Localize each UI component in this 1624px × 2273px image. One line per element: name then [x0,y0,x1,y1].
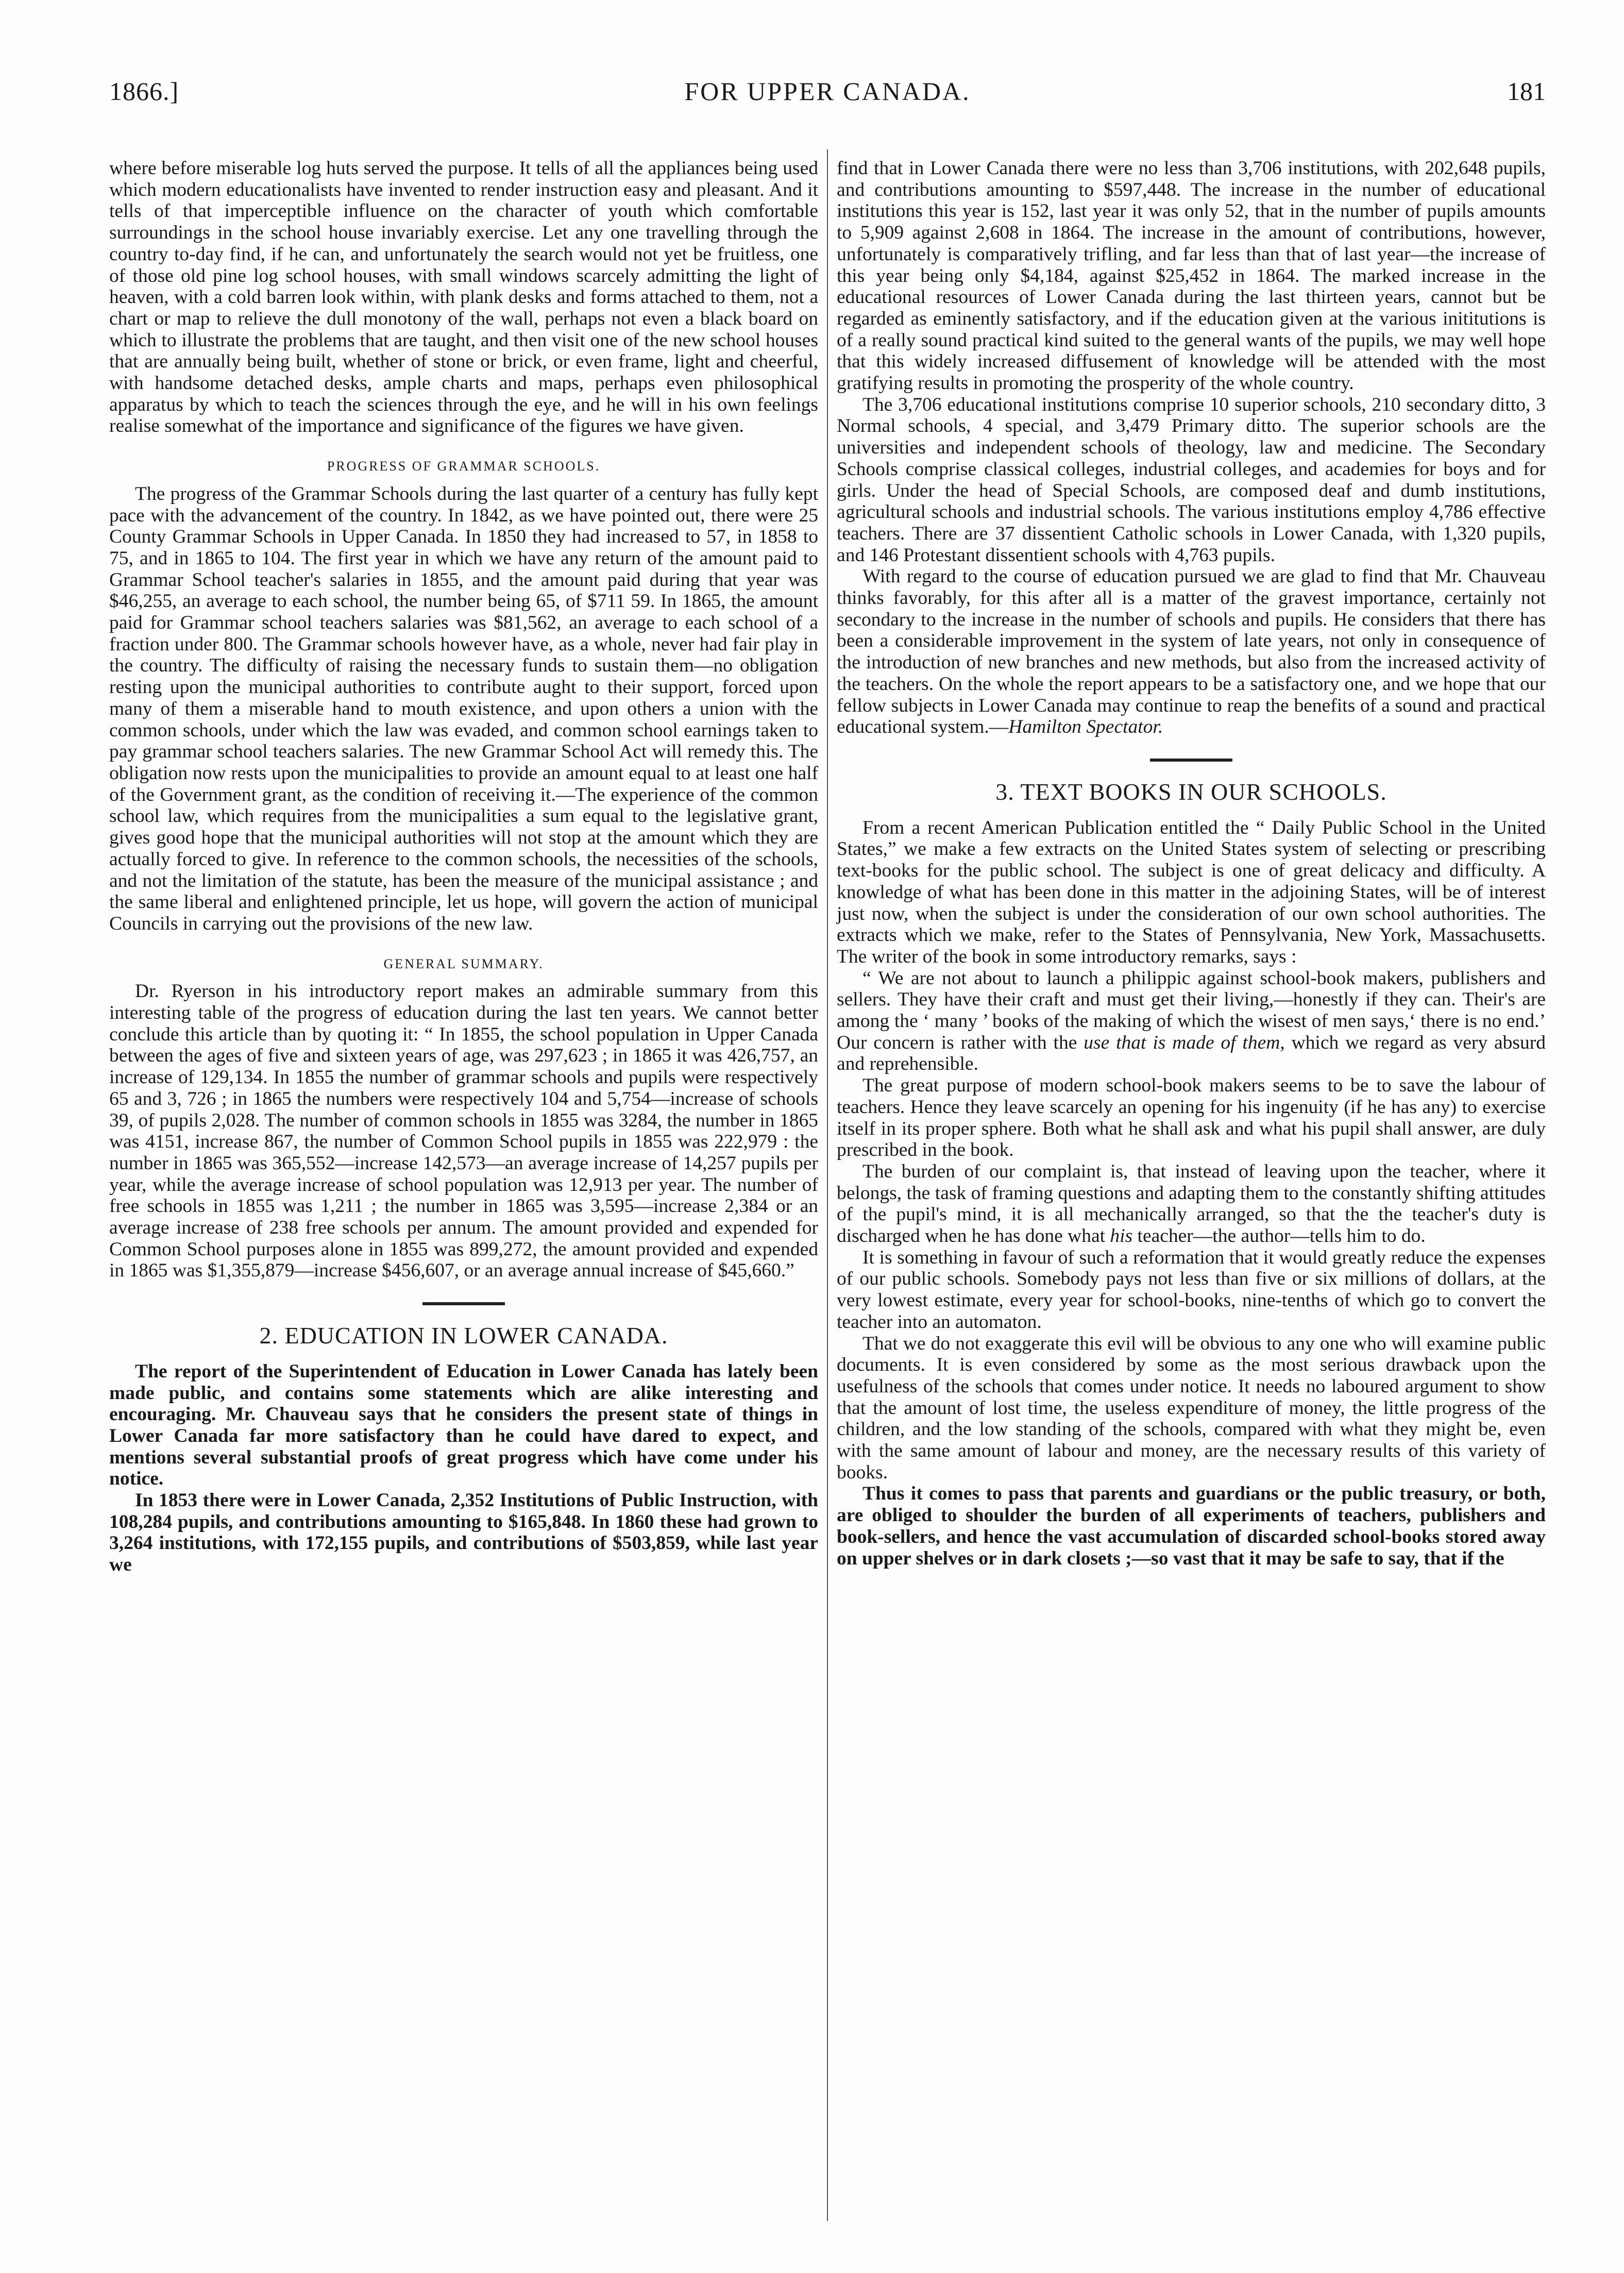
subheading-grammar-schools: PROGRESS OF GRAMMAR SCHOOLS. [327,459,601,474]
paragraph-general-summary: Dr. Ryerson in his introductory report makes an admirable summary from this interesting table of the progress of education during the last ten years. We cannot better conclude this article than by quoting it: “ In 1855, the school population in Upper Canada between the ages of five and sixteen years of age, was 297,623 ; in 1865 it was 426,757, an increase of 129,134. In 1855 the number of grammar schools and pupils were respectively 65 and 3, 726 ; in 1865 the numbers were respectively 104 and 5,754—increase of schools 39, of pupils 2,028. The number of common schools in 1855 was 3284, the number in 1865 was 4151, increase 867, the number of Common School pupils in 1855 was 222,979 : the number in 1865 was 365,552—increase 142,573—an average increase of 14,257 pupils per year, while the average increase of school population was 12,913 per year. The number of free schools in 1855 was 1,211 ; the number in 1865 was 3,595—increase 2,384 or an average increase of 238 free schools per annum. The amount provided and expended for Common School purposes alone in 1855 was 899,272, the amount provided and expended in 1865 was $1,355,879—increase $456,607, or an average annual increase of $45,660.” [109,981,818,1282]
subheading-general-summary: GENERAL SUMMARY. [383,956,544,971]
complaint-emphasis: his [1110,1225,1133,1247]
paragraph-grammar-schools: The progress of the Grammar Schools during the last quarter of a century has fully kept pace with the advancement of the country. In 1842, as we have pointed out, there were 25 County Grammar Schools in Upper Canada. In 1850 they had increased to 57, in 1858 to 75, and in 1865 to 104. The first year in which we have any return of the amount paid to Grammar School teacher's salaries in 1855, and the amount paid during that year was $46,255, an average to each school, the number being 65, of $711 59. In 1865, the amount paid for Grammar school teachers salaries was $81,562, an average to each school of a fraction under 800. The Grammar schools however have, as a whole, never had fair play in the country. The difficulty of raising the necessary funds to sustain them—no obligation resting upon the municipal authorities to contribute aught to their support, forced upon many of them a miserable hand to mouth existence, and upon others a union with the common schools, under which the law was evaded, and common school earnings taken to pay grammar school teachers salaries. The new Grammar School Act will remedy this. The obligation now rests upon the municipalities to provide an amount equal to at least one half of the Government grant, as the condition of receiving it.—The experience of the common school law, which requires from the municipalities a sum equal to the legislative grant, gives good hope that the municipal authorities will not stop at the amount which they are actually forced to give. In reference to the common schools, the necessities of the schools, and not the limitation of the statute, has been the measure of the municipal assistance ; and the same liberal and enlightened principle, let us hope, will govern the action of municipal Councils in carrying out the provisions of the new law. [109,483,818,934]
paragraph-american-publication: From a recent American Publication entitled the “ Daily Public School in the United States,” we make a few extracts on the United States system of selecting or prescribing text-books for the public school. The subject is one of great delicacy and difficulty. A knowledge of what has been done in this matter in the adjoining States, will be of interest just now, when the subject is under the consideration of our own school authorities. The extracts which we make, refer to the States of Pennsylvania, New York, Massachusetts. The writer of the book in some introductory remarks, says : [837,817,1546,967]
running-head [109,76,1546,117]
section-rule [422,1302,505,1305]
paragraph-discarded-books: Thus it comes to pass that parents and guardians or the public treasury, or both, are obliged to shoulder the burden of all experiments of teachers, publishers and book-sellers, and hence the vast accumulation of discarded school-books stored away on upper shelves or in dark closets ;—so vast that it may be safe to say, that if the [837,1483,1546,1569]
source-attribution: Hamilton Spectator. [1008,716,1163,738]
column-divider [827,149,828,2221]
paragraph-lower-canada-continued: find that in Lower Canada there were no less than 3,706 institutions, with 202,648 pupils, and contributions amounting to $597,448. The increase in the number of educational institutions this year is 152, last year it was only 52, that in the number of pupils amounts to 5,909 against 2,608 in 1864. The increase in the amount of contributions, however, unfortunately is comparatively trifling, and far less than that of last year—the increase of this year being only $4,184, against $25,452 in 1864. The marked increase in the educational resources of Lower Canada during the last thirteen years, cannot but be regarded as eminently satisfactory, and if the education given at the various inititutions is of a really sound practical kind suited to the general wants of the pupils, we may well hope that this widely increased diffusement of knowledge will be attended with the most gratifying results in promoting the prosperity of the whole country. [837,158,1546,394]
philippic-emphasis: use that is made of them, [1084,1032,1285,1053]
philippic-text-start: “ We are not about to launch a philippic against school-book makers, publishers and sellers. They have their craft and must get their living,—honestly if they can. Their's are among the ‘ many ’ books of the making of which the wisest of men says,‘ there is no end.’ Our concern is rather with the [837,967,1546,1053]
header-date: 1866.] [109,77,179,106]
paragraph-school-book-makers: The great purpose of modern school-book makers seems to be to save the labour of teachers. Hence they leave scarcely an opening for his ingenuity (if he has any) to exercise itself in its proper sphere. Both what he shall ask and what his pupil shall answer, are duly prescribed in the book. [837,1075,1546,1161]
complaint-text-start: The burden of our complaint is, that instead of leaving upon the teacher, where it belongs, the task of framing questions and adapting them to the constantly shifting attitudes of the pupil's mind, it is all mechanically arranged, so that the the teacher's duty is discharged when he has done what [837,1160,1546,1247]
right-column [837,158,1546,2221]
paragraph-lower-canada-report: The report of the Superintendent of Education in Lower Canada has lately been made public, and contains some statements which are alike interesting and encouraging. Mr. Chauveau says that he considers the present state of things in Lower Canada far more satisfactory than he could have dared to expect, and mentions several substantial proofs of great progress which have come under his notice. [109,1360,818,1490]
section-rule [1150,759,1232,762]
paragraph-exaggerate: That we do not exaggerate this evil will be obvious to any one who will examine public documents. It is even considered by some as the most serious drawback upon the usefulness of the schools that comes under notice. It needs no laboured argument to show that the amount of lost time, the useless expenditure of money, the little progress of the children, and the low standing of the schools, compared with what they might be, even with the same amount of labour and money, are the necessary results of this variety of books. [837,1333,1546,1483]
paragraph-philippic [837,968,1546,1075]
page-number: 181 [1507,77,1546,106]
left-column [109,158,818,2221]
section-title-text-books: 3. TEXT BOOKS IN OUR SCHOOLS. [995,778,1387,805]
header-title: FOR UPPER CANADA. [684,77,971,106]
paragraph-complaint [837,1161,1546,1247]
section-title-lower-canada: 2. EDUCATION IN LOWER CANADA. [259,1322,668,1349]
paragraph-school-houses: where before miserable log huts served the purpose. It tells of all the appliances being used which modern educationalists have invented to render instruction easy and pleasant. And it tells of that imperceptible influence on the character of youth which comfortable surroundings in the school house invariably exercise. Let any one travelling through the country to-day find, if he can, and unfortunately the search would not yet be fruitless, one of those old pine log school houses, with small windows scarcely admitting the light of heaven, with a cold barren look within, with plank desks and forms attached to them, not a chart or map to relieve the dull monotony of the wall, perhaps not even a black board on which to illustrate the problems that are taught, and then visit one of the new school houses that are annually being built, whether of stone or brick, or even frame, light and cheerful, with handsome detached desks, ample charts and maps, perhaps even philosophical apparatus by which to teach the sciences through the eye, and he will in his own feelings realise somewhat of the importance and significance of the figures we have given. [109,158,818,437]
paragraph-reformation: It is something in favour of such a reformation that it would greatly reduce the expenses of our public schools. Somebody pays not less than five or six millions of dollars, at the very lowest estimate, every year for school-books, nine-tenths of which go to convert the teacher into an automaton. [837,1247,1546,1333]
course-of-education-text: With regard to the course of education pursued we are glad to find that Mr. Chauveau thinks favorably, for this after all is a matter of the gravest importance, certainly not secondary to the increase in the number of schools and pupils. He considers that there has been a considerable improvement in the system of late years, not only in consequence of the introduction of new branches and new methods, but also from the increased activity of the teachers. On the whole the report appears to be a satisfactory one, and we hope that our fellow subjects in Lower Canada may continue to reap the benefits of a sound and practical educational system.— [837,566,1546,738]
paragraph-institutions-comprise: The 3,706 educational institutions comprise 10 superior schools, 210 secondary ditto, 3 Normal schools, 4 special, and 3,479 Primary ditto. The superior schools are the universities and independent schools of theology, law and medicine. The Secondary Schools comprise classical colleges, industrial colleges, and academies for boys and for girls. Under the head of Special Schools, are composed deaf and dumb institutions, agricultural schools and industrial schools. The various institutions employ 4,786 effective teachers. There are 37 dissentient Catholic schools in Lower Canada, with 1,320 pupils, and 146 Protestant dissentient schools with 4,763 pupils. [837,394,1546,566]
philippic-text-end: which we regard as very absurd and reprehensible. [837,1032,1546,1075]
paragraph-lower-canada-1853: In 1853 there were in Lower Canada, 2,352 Institutions of Public Instruction, with 108,284 pupils, and contributions amounting to $165,848. In 1860 these had grown to 3,264 institutions, with 172,155 pupils, and contributions of $503,859, while last year we [109,1490,818,1576]
complaint-text-end: teacher—the author—tells him to do. [1132,1225,1426,1247]
paragraph-course-of-education [837,566,1546,738]
